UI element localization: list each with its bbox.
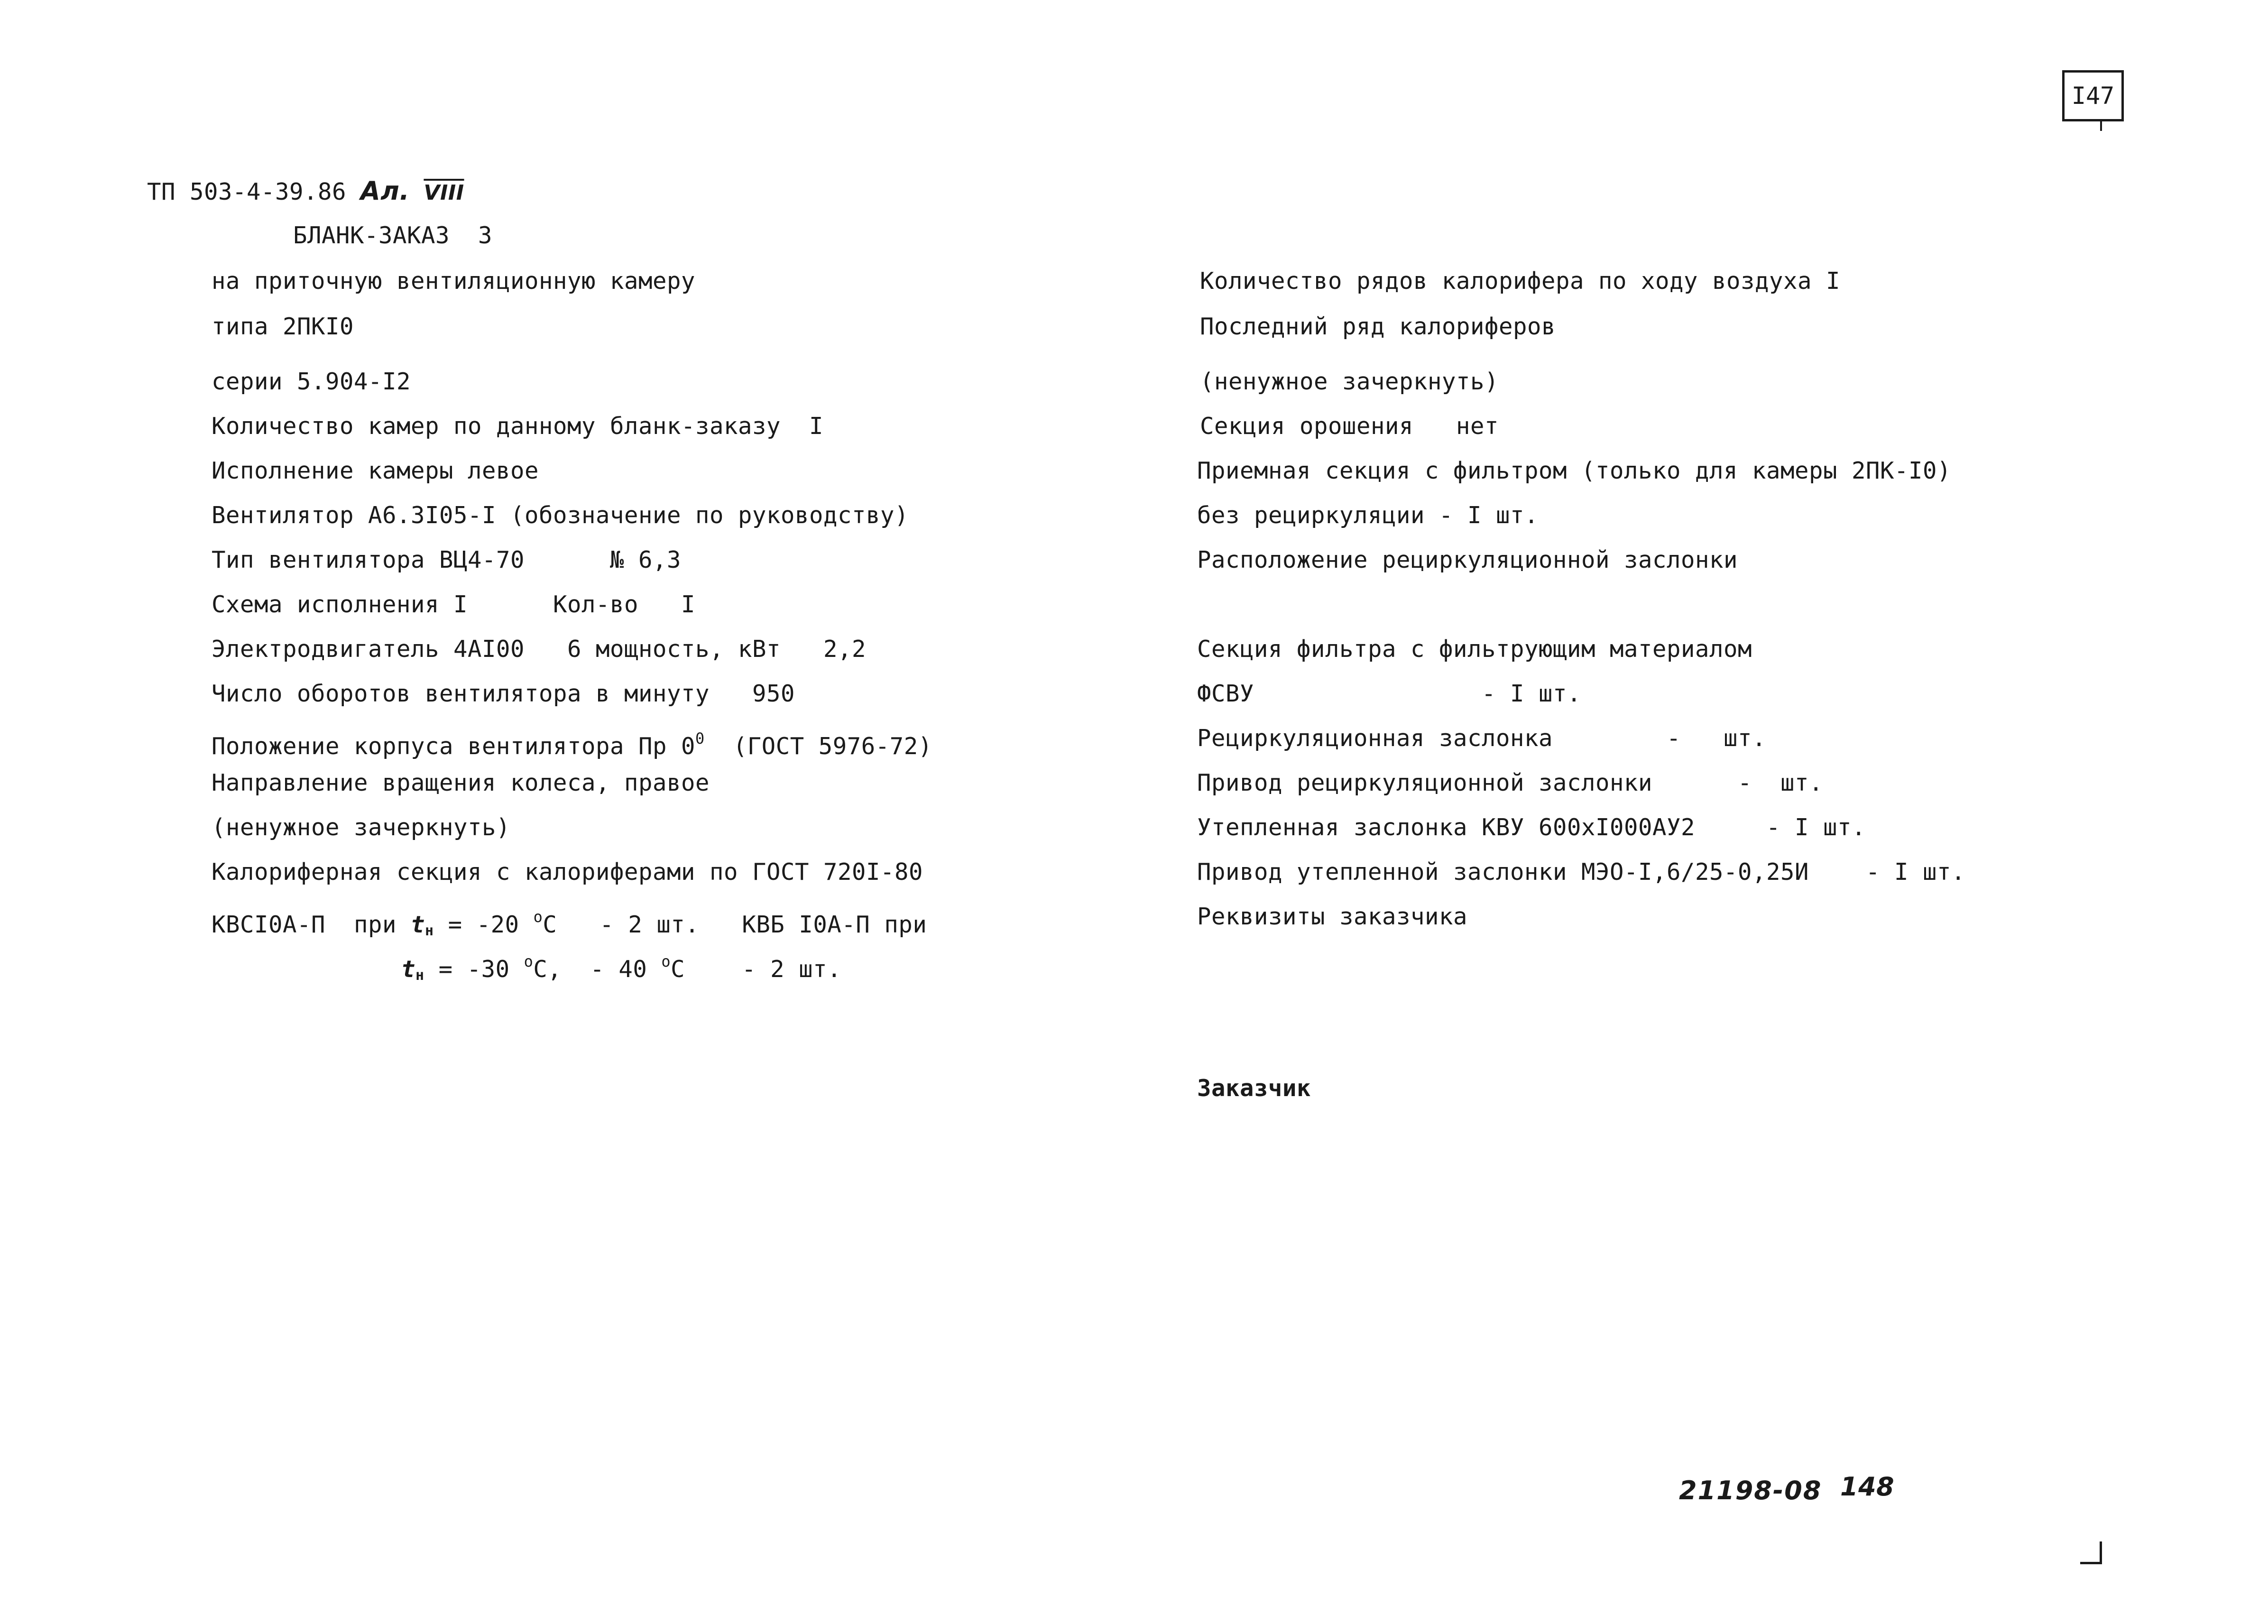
heater-model-1: КВСI0А-П при bbox=[212, 911, 411, 938]
temperature-value-2: = -30 bbox=[424, 956, 524, 983]
heater-line-1 bbox=[212, 902, 927, 946]
degree-symbol: о bbox=[533, 908, 543, 926]
rpm-line: Число оборотов вентилятора в минуту 950 bbox=[212, 680, 795, 707]
temperature-symbol: t bbox=[401, 956, 416, 983]
document-header bbox=[147, 176, 464, 208]
heater-section-line: Калориферная секция с калориферами по ГОСТ 720I-80 bbox=[212, 858, 923, 886]
insulated-drive-line: Привод утепленной заслонки МЭО-I,6/25-0,25И - I шт. bbox=[1197, 858, 1966, 886]
fan-type-line: Тип вентилятора ВЦ4-70 № 6,3 bbox=[212, 546, 682, 573]
housing-position-text: Положение корпуса вентилятора Пр 0 bbox=[212, 733, 696, 760]
housing-position-line bbox=[212, 724, 932, 761]
document-code: ТП 503-4-39.86 bbox=[147, 178, 347, 205]
page-number-tick bbox=[2100, 120, 2102, 131]
motor-line: Электродвигатель 4АI00 6 мощность, кВт 2,2 bbox=[212, 636, 867, 663]
heater-rows-line: Количество рядов калорифера по ходу воздуха I bbox=[1200, 268, 1841, 295]
album-label: Ал. bbox=[360, 176, 410, 206]
no-recirculation-line: без рециркуляции - I шт. bbox=[1197, 502, 1539, 529]
insulated-damper-line: Утепленная заслонка КВУ 600хI000АУ2 - I шт. bbox=[1197, 814, 1866, 841]
customer-label: Заказчик bbox=[1197, 1075, 1311, 1102]
rotation-line: Направление вращения колеса, правое bbox=[212, 769, 710, 796]
temperature-value-3: С, - 40 bbox=[533, 956, 662, 983]
fsvu-line: ФСВУ - I шт. bbox=[1197, 680, 1582, 707]
temperature-symbol: t bbox=[411, 911, 425, 938]
album-number: VIII bbox=[424, 181, 464, 205]
last-row-line: Последний ряд калориферов bbox=[1200, 313, 1556, 340]
recirculation-position-line: Расположение рециркуляционной заслонки bbox=[1197, 546, 1738, 573]
temperature-subscript: н bbox=[415, 967, 424, 984]
scheme-line: Схема исполнения I Кол-во I bbox=[212, 591, 696, 618]
strike-note-left: (ненужное зачеркнуть) bbox=[212, 814, 511, 841]
temperature-subscript: н bbox=[425, 923, 434, 939]
page-number: I47 bbox=[2071, 82, 2115, 110]
fan-line: Вентилятор А6.3I05-I (обозначение по руководству) bbox=[212, 502, 909, 529]
recirculation-drive-line: Привод рециркуляционной заслонки - шт. bbox=[1197, 769, 1824, 796]
recirculation-damper-line: Рециркуляционная заслонка - шт. bbox=[1197, 725, 1767, 752]
corner-mark bbox=[2080, 1541, 2102, 1564]
chambers-count-line: Количество камер по данному бланк-заказу I bbox=[212, 413, 824, 440]
filter-section-line: Секция фильтра с фильтрующим материалом bbox=[1197, 636, 1752, 663]
heater-unit-1: С - 2 шт. КВБ I0А-П при bbox=[543, 911, 927, 938]
housing-position-standard: (ГОСТ 5976-72) bbox=[704, 733, 932, 760]
inventory-stamp: 21198-08 bbox=[1679, 1476, 1822, 1505]
irrigation-line: Секция орошения нет bbox=[1200, 413, 1499, 440]
form-title: БЛАНК-ЗАКАЗ 3 bbox=[293, 222, 493, 249]
sheet-number: 148 bbox=[1840, 1472, 1895, 1502]
series-line: серии 5.904-I2 bbox=[212, 368, 411, 395]
execution-line: Исполнение камеры левое bbox=[212, 457, 539, 484]
heater-line-2 bbox=[401, 947, 841, 990]
intro-line-1: на приточную вентиляционную камеру bbox=[212, 268, 696, 295]
heater-unit-2: С - 2 шт. bbox=[671, 956, 842, 983]
strike-note-right: (ненужное зачеркнуть) bbox=[1200, 368, 1499, 395]
degree-symbol: о bbox=[524, 952, 534, 970]
temperature-value-1: = -20 bbox=[433, 911, 534, 938]
page-number-box bbox=[2062, 70, 2124, 121]
intro-line-2: типа 2ПКI0 bbox=[212, 313, 354, 340]
housing-position-degree: 0 bbox=[695, 729, 705, 747]
customer-requisites-line: Реквизиты заказчика bbox=[1197, 903, 1468, 930]
intake-section-line: Приемная секция с фильтром (только для камеры 2ПК-I0) bbox=[1197, 457, 1952, 484]
degree-symbol: о bbox=[661, 952, 671, 970]
